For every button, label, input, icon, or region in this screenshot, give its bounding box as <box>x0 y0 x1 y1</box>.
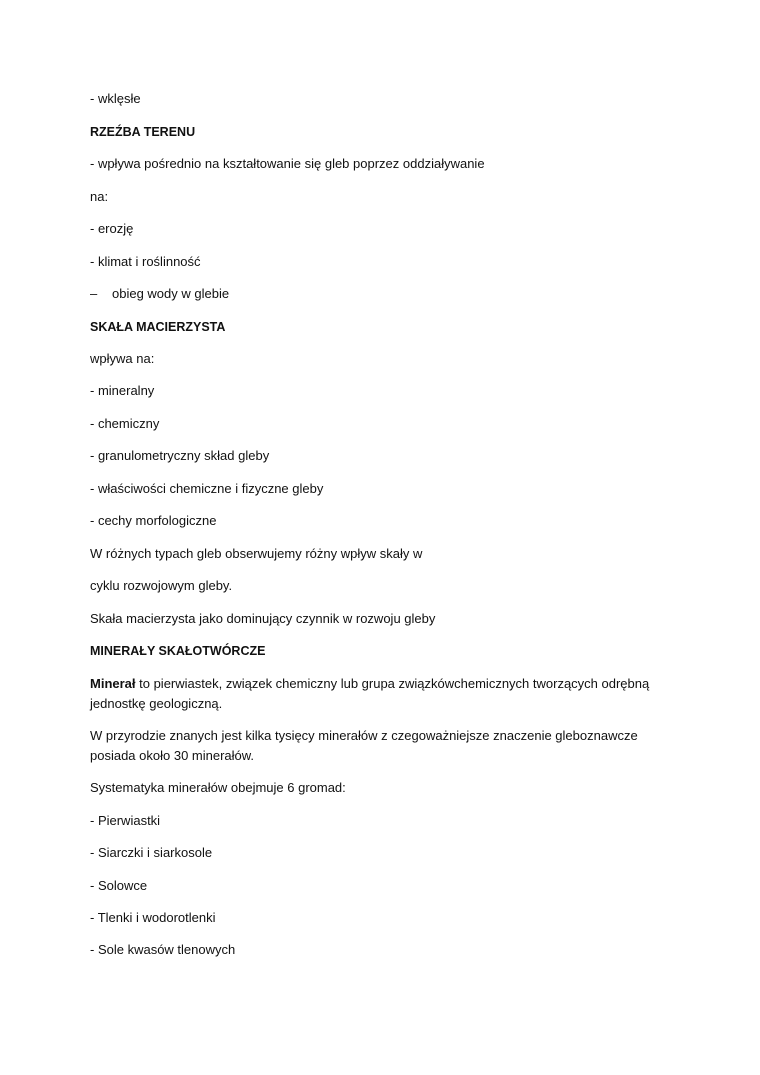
section-heading: MINERAŁY SKAŁOTWÓRCZE <box>90 644 266 658</box>
list-item: - erozję <box>90 221 134 236</box>
list-item: - mineralny <box>90 383 155 398</box>
text-line: Systematyka minerałów obejmuje 6 gromad: <box>90 780 346 795</box>
text-line: cyklu rozwojowym gleby. <box>90 578 233 593</box>
list-item <box>90 284 229 304</box>
text-line: na: <box>90 189 109 204</box>
paragraph-text: to pierwiastek, związek chemiczny lub grupa związkówchemicznych tworzących odrębną jednostkę geologiczną. <box>90 676 650 711</box>
list-item: - właściwości chemiczne i fizyczne gleby <box>90 481 324 496</box>
text-line: - wpływa pośrednio na kształtowanie się gleb poprzez oddziaływanie <box>90 156 485 171</box>
text-line: wpływa na: <box>90 351 155 366</box>
list-item: - klimat i roślinność <box>90 254 201 269</box>
list-item: - Sole kwasów tlenowych <box>90 942 236 957</box>
text-line: - wklęsłe <box>90 91 141 106</box>
section-heading: RZEŹBA TERENU <box>90 125 196 139</box>
section-heading: SKAŁA MACIERZYSTA <box>90 320 226 334</box>
list-item: - cechy morfologiczne <box>90 513 217 528</box>
paragraph <box>90 674 660 714</box>
bold-term: Minerał <box>90 676 136 691</box>
list-item: - granulometryczny skład gleby <box>90 448 270 463</box>
paragraph: W przyrodzie znanych jest kilka tysięcy minerałów z czegoważniejsze znaczenie gleboznawcze posiada około 30 minerałów. <box>90 728 638 763</box>
list-item: - Solowce <box>90 878 148 893</box>
text-line: Skała macierzysta jako dominujący czynnik w rozwoju gleby <box>90 611 436 626</box>
list-dash: – <box>90 286 98 301</box>
list-item: - Pierwiastki <box>90 813 161 828</box>
text-line: W różnych typach gleb obserwujemy różny wpływ skały w <box>90 546 423 561</box>
list-item: - Tlenki i wodorotlenki <box>90 910 216 925</box>
list-item-text: obieg wody w glebie <box>112 286 230 301</box>
list-item: - chemiczny <box>90 416 160 431</box>
list-item: - Siarczki i siarkosole <box>90 845 213 860</box>
